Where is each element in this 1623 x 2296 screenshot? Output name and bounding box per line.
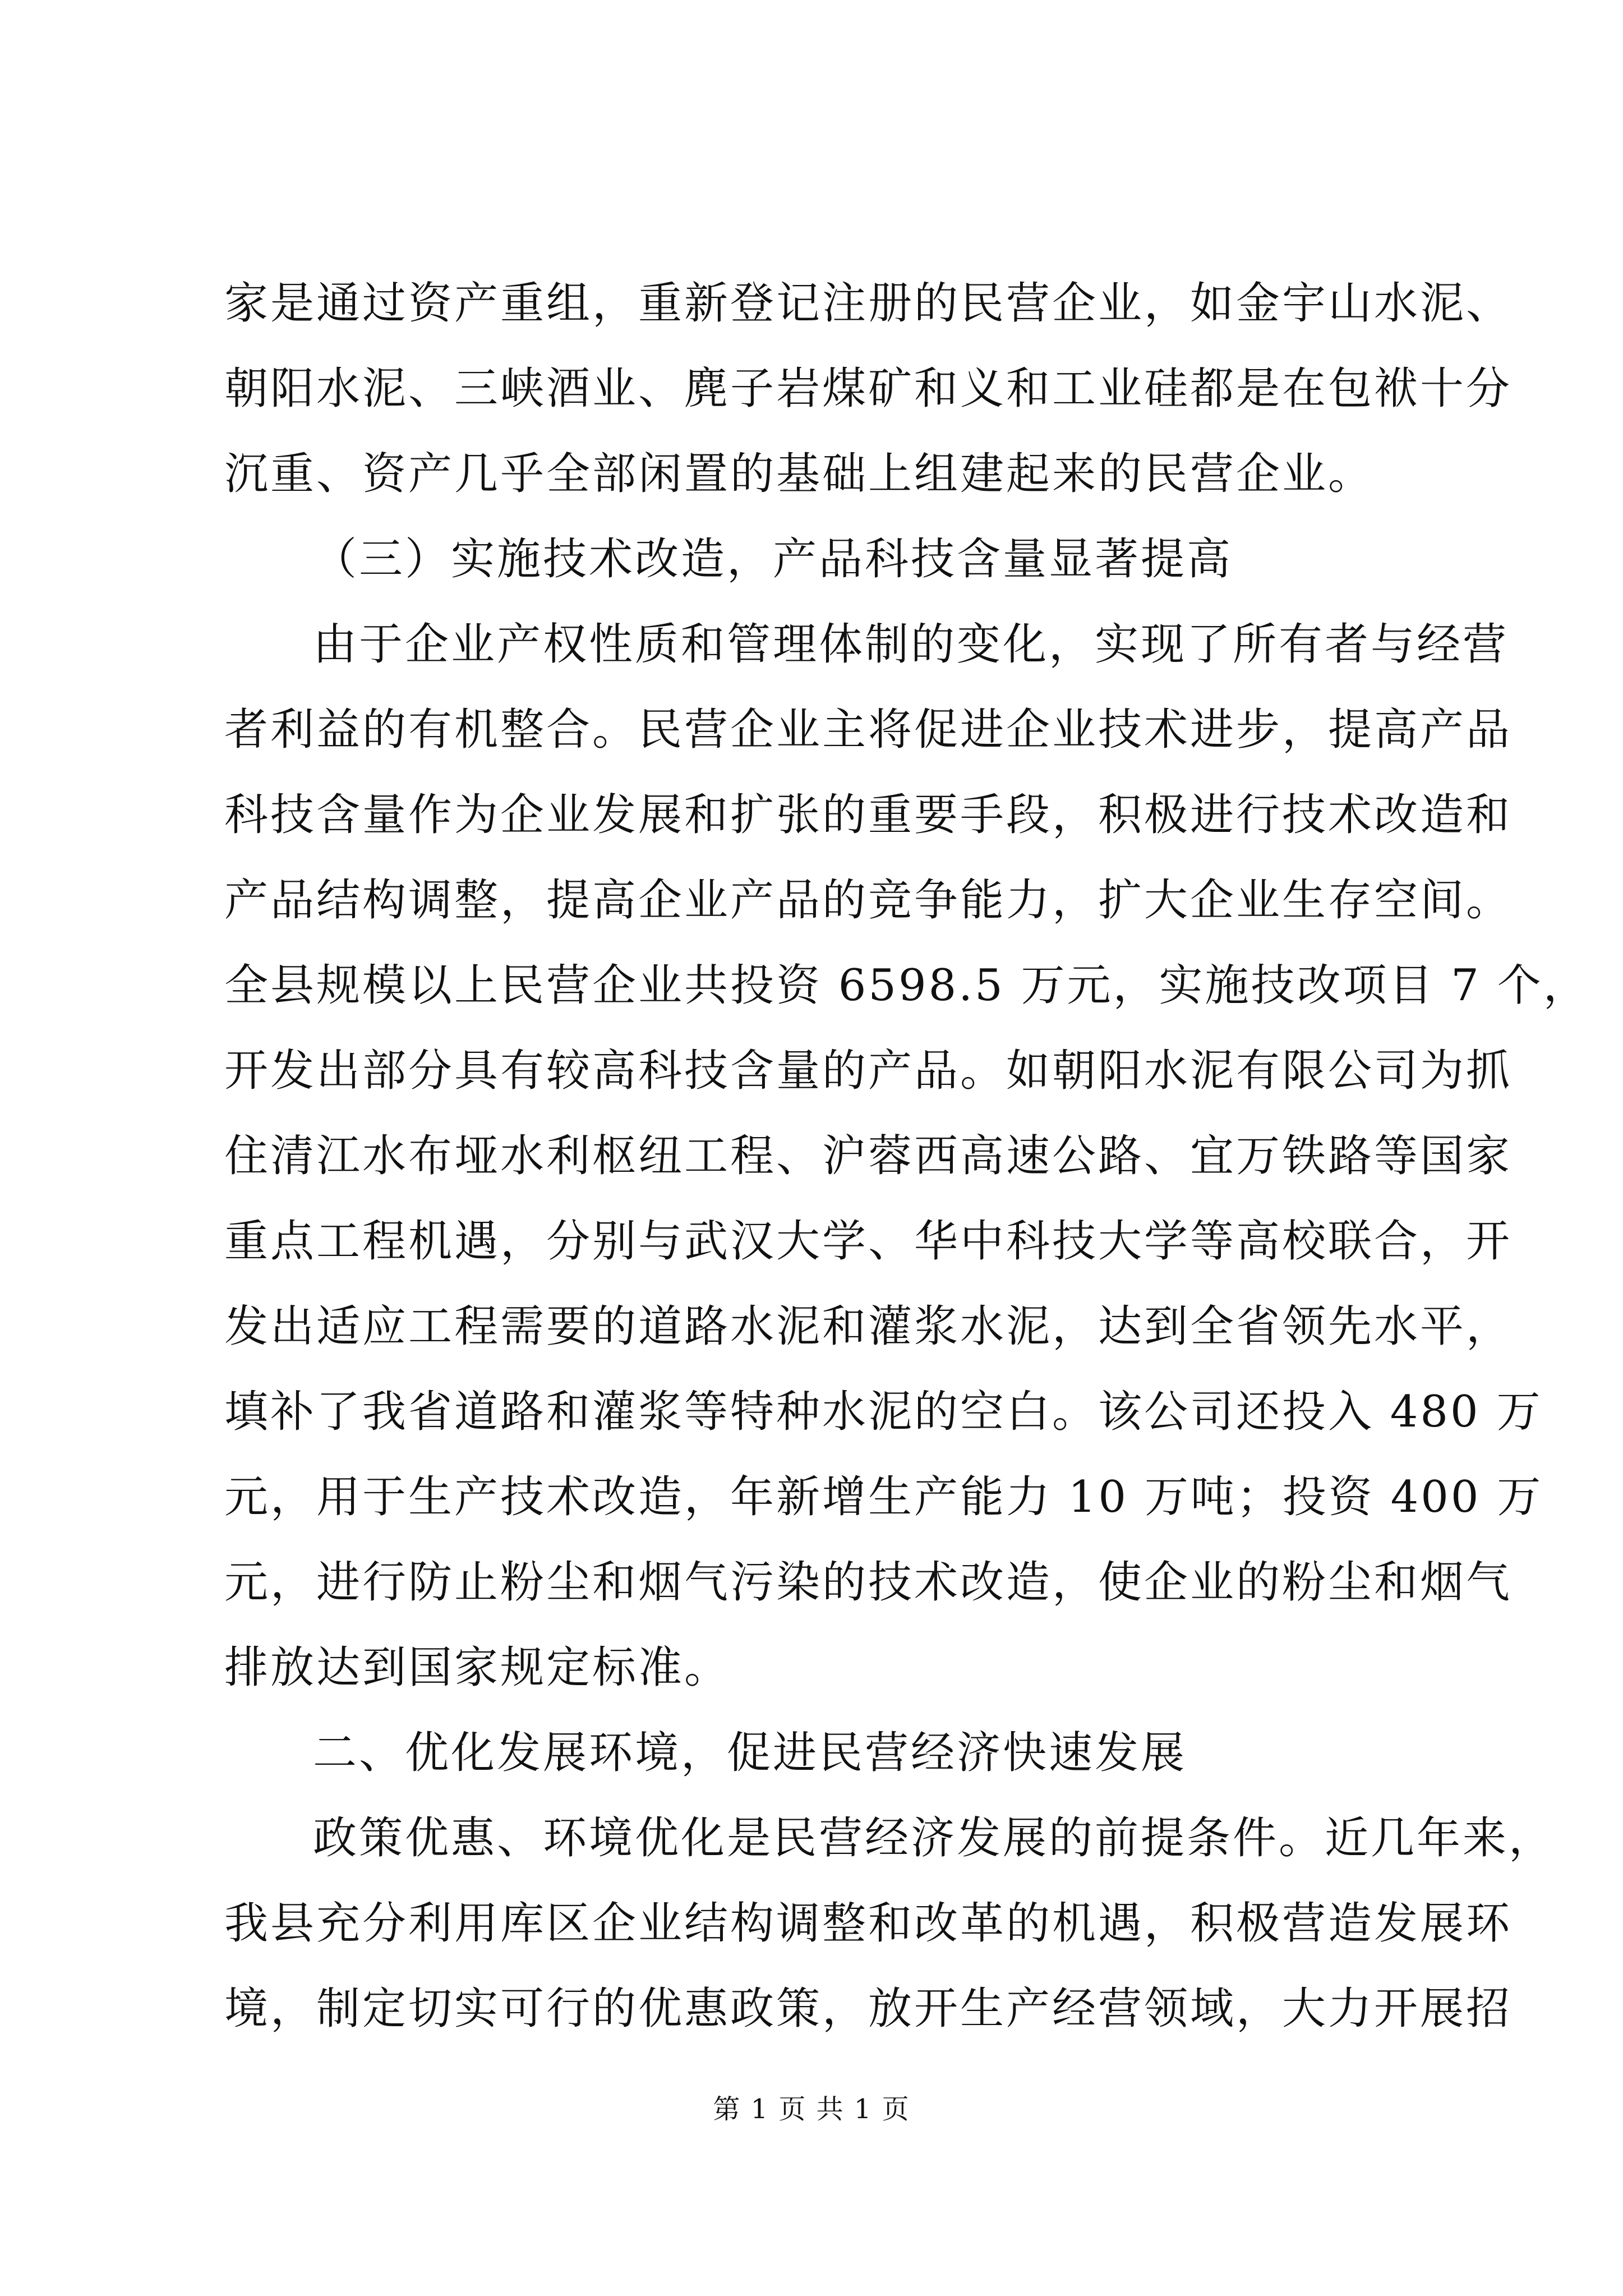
text-line: 开发出部分具有较高科技含量的产品。如朝阳水泥有限公司为抓 — [224, 1046, 1513, 1096]
text-line: 排放达到国家规定标准。 — [224, 1642, 731, 1693]
text-line: （三）实施技术改造，产品科技含量显著提高 — [313, 534, 1233, 585]
text-line: 家是通过资产重组，重新登记注册的民营企业，如金宇山水泥、 — [224, 278, 1513, 329]
text-line: 朝阳水泥、三峡酒业、麂子岩煤矿和义和工业硅都是在包袱十分 — [224, 364, 1513, 414]
text-line: 住清江水布垭水利枢纽工程、沪蓉西高速公路、宜万铁路等国家 — [224, 1131, 1513, 1181]
document-body — [224, 261, 1589, 2051]
text-line: 重点工程机遇，分别与武汉大学、华中科技大学等高校联合，开 — [224, 1216, 1513, 1267]
page-footer: 第 1 页 共 1 页 — [713, 2093, 910, 2125]
text-line: 我县充分利用库区企业结构调整和改革的机遇，积极营造发展环 — [224, 1898, 1513, 1949]
text-line: 填补了我省道路和灌浆等特种水泥的空白。该公司还投入 480 万 — [224, 1387, 1543, 1437]
text-line: 者利益的有机整合。民营企业主将促进企业技术进步，提高产品 — [224, 705, 1513, 755]
text-line: 元，进行防止粉尘和烟气污染的技术改造，使企业的粉尘和烟气 — [224, 1557, 1513, 1608]
text-line: 科技含量作为企业发展和扩张的重要手段，积极进行技术改造和 — [224, 790, 1513, 840]
text-line: 元，用于生产技术改造，年新增生产能力 10 万吨；投资 400 万 — [224, 1472, 1543, 1522]
text-line: 由于企业产权性质和管理体制的变化，实现了所有者与经营 — [313, 619, 1509, 670]
text-line: 境，制定切实可行的优惠政策，放开生产经营领域，大力开展招 — [224, 1984, 1513, 2034]
text-line: 二、优化发展环境，促进民营经济快速发展 — [313, 1728, 1187, 1778]
text-line: 全县规模以上民营企业共投资 6598.5 万元，实施技改项目 7 个， — [224, 960, 1589, 1011]
text-line: 发出适应工程需要的道路水泥和灌浆水泥，达到全省领先水平， — [224, 1301, 1513, 1352]
text-line: 政策优惠、环境优化是民营经济发展的前提条件。近几年来， — [313, 1813, 1555, 1864]
text-line: 产品结构调整，提高企业产品的竞争能力，扩大企业生存空间。 — [224, 875, 1513, 926]
text-line: 沉重、资产几乎全部闲置的基础上组建起来的民营企业。 — [224, 449, 1375, 499]
